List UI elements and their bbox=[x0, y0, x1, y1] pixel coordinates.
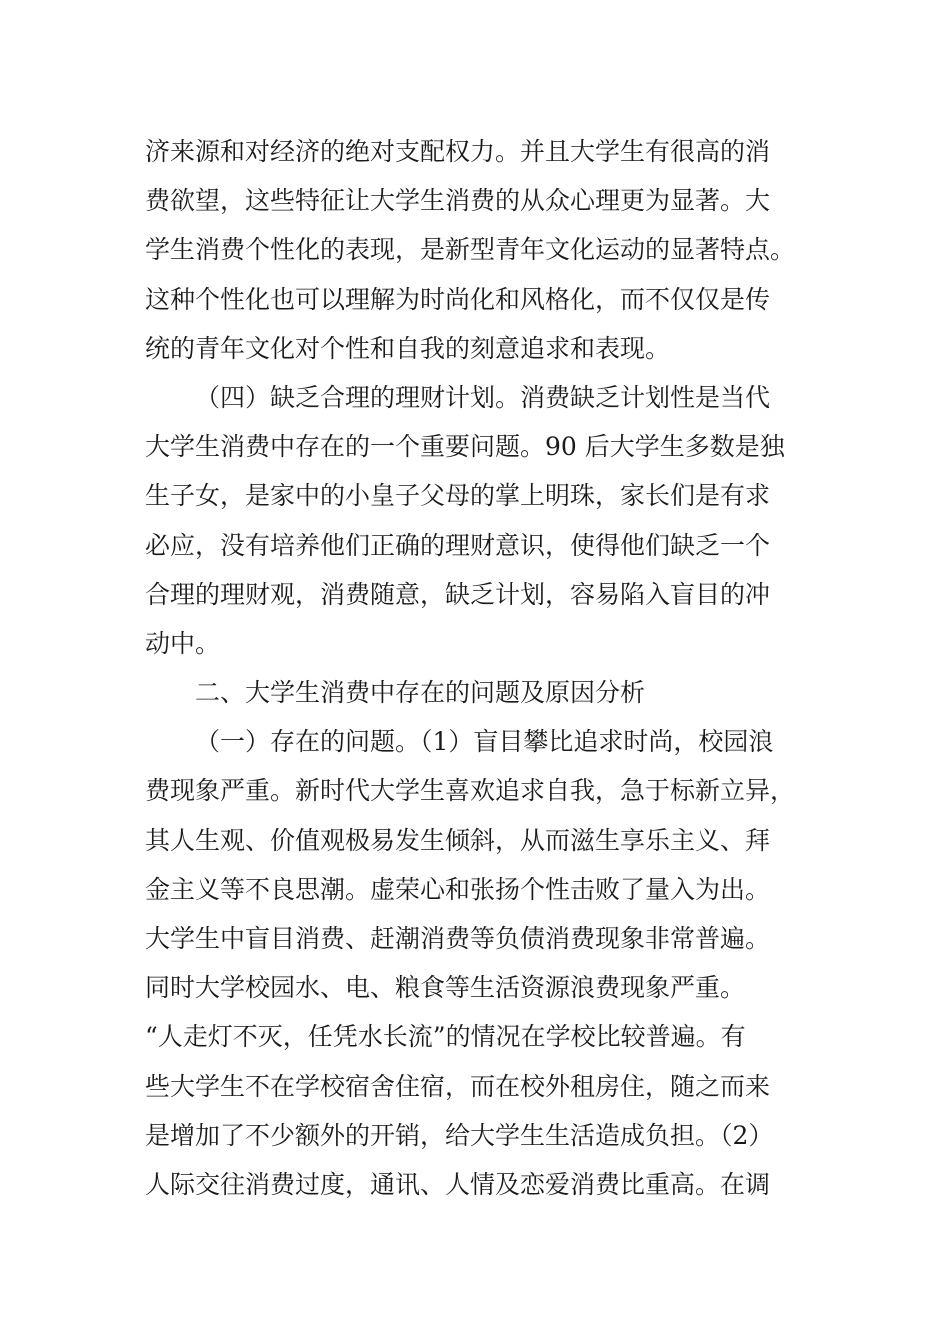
paragraph-line: 合理的理财观，消费随意，缺乏计划，容易陷入盲目的冲 bbox=[145, 579, 771, 609]
paragraph-first-line: （一）存在的问题。（1）盲目攀比追求时尚，校园浪 bbox=[195, 727, 774, 757]
paragraph-line: 其人生观、价值观极易发生倾斜，从而滋生享乐主义、拜 bbox=[145, 825, 771, 855]
paragraph-first-line: （四）缺乏合理的理财计划。消费缺乏计划性是当代 bbox=[195, 382, 771, 412]
paragraph-line: 统的青年文化对个性和自我的刻意追求和表现。 bbox=[145, 333, 671, 363]
paragraph-line: 动中。 bbox=[145, 628, 221, 658]
paragraph-line: 这种个性化也可以理解为时尚化和风格化，而不仅仅是传 bbox=[145, 284, 771, 314]
paragraph-line: 大学生中盲目消费、赶潮消费等负债消费现象非常普遍。 bbox=[145, 924, 771, 953]
paragraph-line: 济来源和对经济的绝对支配权力。并且大学生有很高的消 bbox=[145, 137, 771, 166]
paragraph-line: 必应，没有培养他们正确的理财意识，使得他们缺乏一个 bbox=[145, 530, 771, 560]
paragraph-line: 生子女，是家中的小皇子父母的掌上明珠，家长们是有求 bbox=[145, 481, 771, 511]
paragraph-line: 费欲望，这些特征让大学生消费的从众心理更为显著。大 bbox=[145, 186, 771, 216]
paragraph-line: 大学生消费中存在的一个重要问题。90 后大学生多数是独 bbox=[145, 432, 785, 462]
paragraph-line: “人走灯不灭，任凭水长流”的情况在学校比较普遍。有 bbox=[145, 1022, 746, 1052]
paragraph-line: 是增加了不少额外的开销，给大学生生活造成负担。（2） bbox=[145, 1120, 774, 1150]
paragraph-line: 些大学生不在学校宿舍住宿，而在校外租房住，随之而来 bbox=[145, 1071, 771, 1101]
paragraph-line: 学生消费个性化的表现，是新型青年文化运动的显著特点。 bbox=[145, 235, 796, 265]
paragraph-line: 人际交往消费过度，通讯、人情及恋爱消费比重高。在调 bbox=[145, 1169, 771, 1199]
paragraph-line: 同时大学校园水、电、粮食等生活资源浪费现象严重。 bbox=[145, 973, 746, 1003]
paragraph-line: 费现象严重。新时代大学生喜欢追求自我，急于标新立异， bbox=[145, 776, 796, 806]
body-text bbox=[145, 127, 805, 1209]
paragraph-line: 金主义等不良思潮。虚荣心和张扬个性击败了量入为出。 bbox=[145, 874, 771, 904]
section-heading: 二、大学生消费中存在的问题及原因分析 bbox=[195, 678, 646, 708]
